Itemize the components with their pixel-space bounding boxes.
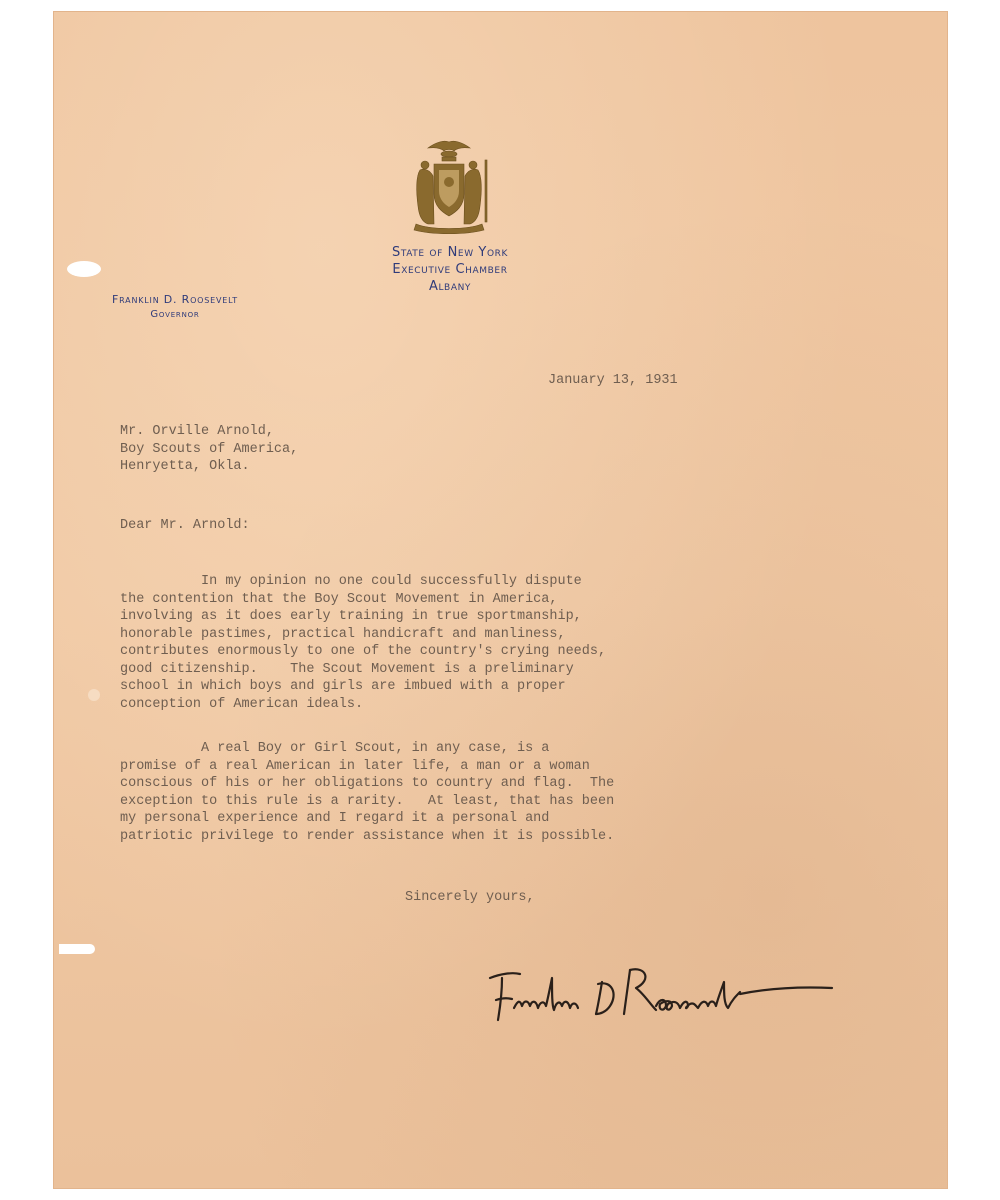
letterhead [340, 244, 560, 295]
sender-name: Franklin D. Roosevelt [112, 293, 238, 306]
punch-hole-bottom [59, 944, 95, 954]
letterhead-state: State of New York [391, 245, 509, 260]
body-paragraph-1: In my opinion no one could successfully dispute the contention that the Boy Scout Movement in America, involving as it does early training in true sportmanship, honorable pastimes, practical handicraft and manliness, contributes enormously to one of the country's crying needs, good citizenship. The Scout Movement is a preliminary school in which boys and girls are imbued with a proper conception of American ideals. [120, 574, 607, 712]
handwritten-signature [440, 948, 835, 1028]
letter-date: January 13, 1931 [548, 373, 678, 388]
closing: Sincerely yours, [405, 890, 535, 905]
new-york-seal-icon [406, 136, 492, 236]
recipient-line-2: Boy Scouts of America, [120, 441, 299, 457]
paper-spot [88, 689, 100, 701]
salutation: Dear Mr. Arnold: [120, 518, 250, 533]
sender-block [90, 292, 260, 322]
recipient-address [120, 423, 298, 476]
body-paragraph-2: A real Boy or Girl Scout, in any case, is a promise of a real American in later life, a man or a woman conscious of his or her obligations to country and flag. The exception to this rule is a rarity. At least, that has been my personal experience and I regard it a personal and patriotic privilege to render assistance when it is possible. [120, 741, 615, 844]
letterhead-chamber: Executive Chamber [392, 262, 508, 277]
recipient-line-1: Mr. Orville Arnold, [120, 424, 274, 439]
letterhead-city: Albany [428, 279, 472, 294]
punch-hole-top [67, 261, 101, 277]
recipient-line-3: Henryetta, Okla. [120, 459, 250, 474]
sender-title: Governor [150, 309, 200, 320]
